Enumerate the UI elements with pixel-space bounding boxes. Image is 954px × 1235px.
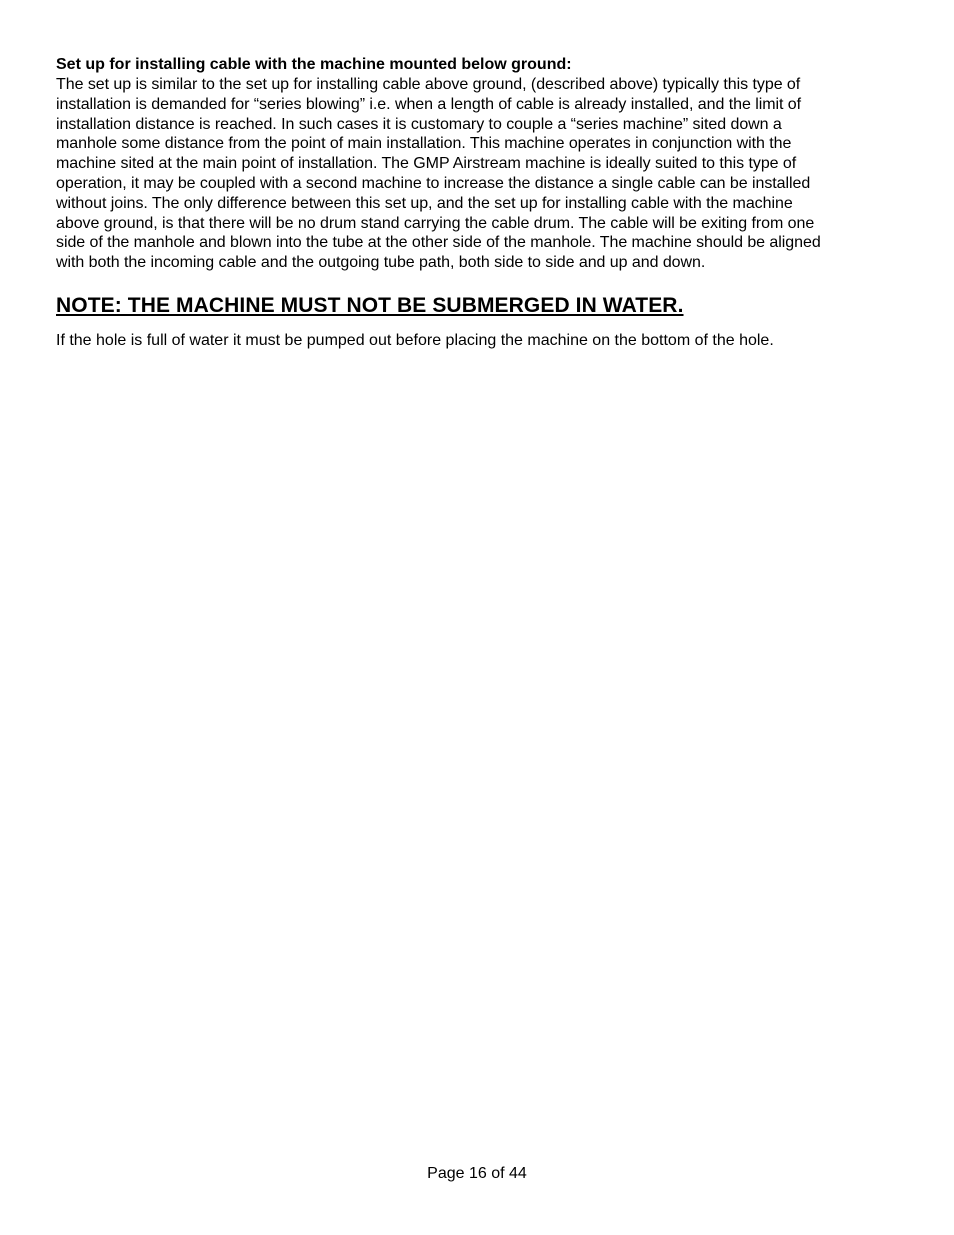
body-line: installation distance is reached. In such cases it is customary to couple a “series machine” sited down a <box>56 115 782 133</box>
body-paragraph <box>56 75 896 273</box>
page-content <box>56 55 896 351</box>
note-text: If the hole is full of water it must be pumped out before placing the machine on the bottom of the hole. <box>56 331 774 349</box>
body-line: operation, it may be coupled with a second machine to increase the distance a single cable can be installed <box>56 174 811 192</box>
body-line: without joins. The only difference between this set up, and the set up for installing cable with the machine <box>56 194 793 212</box>
body-line: The set up is similar to the set up for installing cable above ground, (described above) typically this type of <box>56 76 801 93</box>
note-heading: NOTE: THE MACHINE MUST NOT BE SUBMERGED IN WATER. <box>56 293 684 317</box>
body-line: with both the incoming cable and the outgoing tube path, both side to side and up and down. <box>56 254 706 272</box>
section-title: Set up for installing cable with the machine mounted below ground: <box>56 56 572 73</box>
body-line: machine sited at the main point of installation. The GMP Airstream machine is ideally suited to this type of <box>56 155 797 173</box>
body-line: above ground, is that there will be no drum stand carrying the cable drum. The cable will be exiting from one <box>56 214 815 232</box>
body-line: side of the manhole and blown into the tube at the other side of the manhole. The machine should be aligned <box>56 234 821 252</box>
body-line: manhole some distance from the point of main installation. This machine operates in conjunction with the <box>56 135 792 153</box>
body-line: installation is demanded for “series blowing” i.e. when a length of cable is already installed, and the limit of <box>56 95 802 113</box>
page-number-footer: Page 16 of 44 <box>427 1165 527 1182</box>
